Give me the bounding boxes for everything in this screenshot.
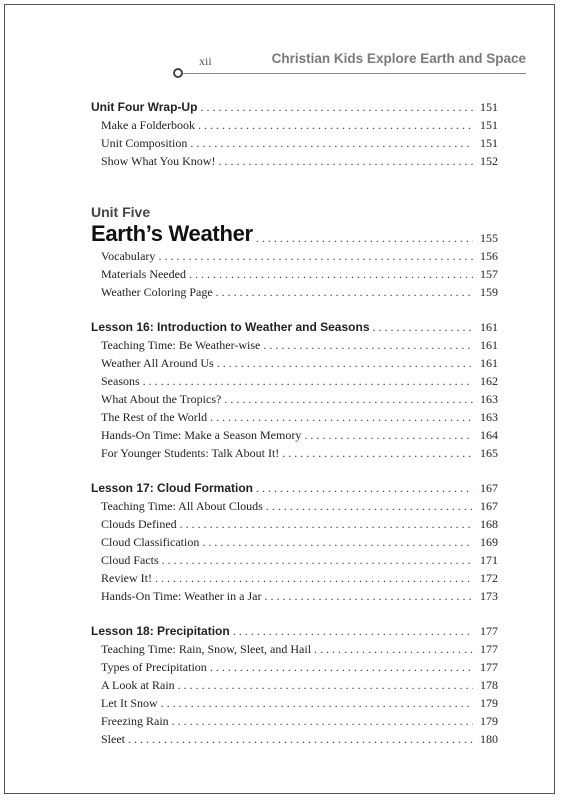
unit-label: Unit Five: [91, 204, 151, 220]
toc-entry-title: What About the Tropics?: [101, 392, 222, 406]
toc-entry-title: Cloud Classification: [101, 535, 200, 549]
dot-leader: [314, 640, 473, 658]
toc-entry-title: Hands-On Time: Weather in a Jar: [101, 589, 262, 603]
toc-page-number: 180: [480, 732, 498, 746]
toc-entry[interactable]: [91, 134, 498, 152]
toc-entry-title: The Rest of the World: [101, 410, 208, 424]
toc-entry[interactable]: [91, 533, 498, 551]
toc-entry[interactable]: [91, 569, 498, 587]
toc-entry[interactable]: [91, 694, 498, 712]
dot-leader: [304, 426, 473, 444]
toc-entry-title: Teaching Time: All About Clouds: [101, 499, 263, 513]
toc-entry-title: Lesson 16: Introduction to Weather and Seasons: [91, 320, 370, 334]
toc-page-number: 161: [480, 356, 498, 370]
toc-page-number: 151: [480, 118, 498, 132]
dot-leader: [202, 533, 473, 551]
toc-entry[interactable]: [91, 336, 498, 354]
dot-leader: [180, 515, 473, 533]
toc-entry[interactable]: [91, 676, 498, 694]
toc-page-number: 163: [480, 410, 498, 424]
toc-entry-lesson-16[interactable]: [91, 318, 498, 336]
toc-entry[interactable]: [91, 265, 498, 283]
running-header: [0, 0, 561, 90]
toc-entry-lesson-17[interactable]: [91, 479, 498, 497]
unit-title: Earth’s Weather: [91, 221, 253, 246]
toc-page-number: 167: [480, 481, 498, 495]
toc-entry[interactable]: [91, 408, 498, 426]
toc-entry-title: Freezing Rain: [101, 714, 169, 728]
toc-page-number: 172: [480, 571, 498, 585]
toc-page-number: 164: [480, 428, 498, 442]
toc-entry[interactable]: [91, 640, 498, 658]
toc-entry[interactable]: [91, 658, 498, 676]
dot-leader: [172, 712, 473, 730]
toc-page-number: 177: [480, 624, 498, 638]
toc-page-number: 167: [480, 499, 498, 513]
toc-entry-title: Weather All Around Us: [101, 356, 214, 370]
toc-entry[interactable]: [91, 444, 498, 462]
toc-entry[interactable]: [91, 152, 498, 170]
toc-entry-title: Weather Coloring Page: [101, 285, 213, 299]
toc-entry[interactable]: [91, 116, 498, 134]
toc-entry-title: Teaching Time: Be Weather-wise: [101, 338, 261, 352]
dot-leader: [218, 152, 473, 170]
dot-leader: [198, 116, 473, 134]
toc-entry-title: Lesson 17: Cloud Formation: [91, 481, 254, 495]
toc-entry-title: For Younger Students: Talk About It!: [101, 446, 280, 460]
toc-page-number: 171: [480, 553, 498, 567]
dot-leader: [210, 658, 473, 676]
toc-entry[interactable]: [91, 515, 498, 533]
ring-ornament-icon: [173, 68, 183, 78]
toc-page-number: 163: [480, 392, 498, 406]
toc-page-number: 161: [480, 320, 498, 334]
toc-entry-title: Types of Precipitation: [101, 660, 207, 674]
toc-entry-title: Let It Snow: [101, 696, 158, 710]
toc-entry-title: Lesson 18: Precipitation: [91, 624, 230, 638]
toc-entry-title: Unit Four Wrap-Up: [91, 100, 198, 114]
toc-page-number: 173: [480, 589, 498, 603]
toc-page-number: 177: [480, 642, 498, 656]
toc-entry[interactable]: [91, 497, 498, 515]
dot-leader: [256, 229, 473, 247]
toc-page-number: 165: [480, 446, 498, 460]
toc-entry-title: Make a Folderbook: [101, 118, 195, 132]
dot-leader: [128, 730, 473, 748]
toc-page-number: 169: [480, 535, 498, 549]
toc-entry[interactable]: [91, 587, 498, 605]
dot-leader: [189, 265, 473, 283]
toc-page-number: 155: [480, 231, 498, 245]
dot-leader: [190, 134, 473, 152]
toc-page-number: 157: [480, 267, 498, 281]
toc-entry[interactable]: [91, 730, 498, 748]
book-title: Christian Kids Explore Earth and Space: [271, 51, 526, 66]
toc-entry[interactable]: [91, 390, 498, 408]
toc-entry-title: Unit Composition: [101, 136, 188, 150]
dot-leader: [217, 354, 473, 372]
toc-entry-title: Materials Needed: [101, 267, 186, 281]
toc-entry[interactable]: [91, 354, 498, 372]
dot-leader: [158, 247, 473, 265]
dot-leader: [266, 497, 473, 515]
toc-page-number: 179: [480, 696, 498, 710]
dot-leader: [224, 390, 473, 408]
toc-entry-title: A Look at Rain: [101, 678, 175, 692]
dot-leader: [256, 479, 473, 497]
toc-entry-title: Clouds Defined: [101, 517, 177, 531]
toc-entry-title: Sleet: [101, 732, 125, 746]
dot-leader: [263, 336, 473, 354]
toc-entry[interactable]: [91, 426, 498, 444]
toc-page-number: 152: [480, 154, 498, 168]
table-of-contents: [91, 98, 498, 748]
toc-entry-title: Show What You Know!: [101, 154, 216, 168]
toc-entry[interactable]: [91, 372, 498, 390]
page-number: xii: [199, 54, 212, 68]
toc-entry-title: Cloud Facts: [101, 553, 159, 567]
toc-page-number: 162: [480, 374, 498, 388]
dot-leader: [143, 372, 473, 390]
toc-entry-title: Review It!: [101, 571, 152, 585]
toc-entry-title: Vocabulary: [101, 249, 156, 263]
toc-entry-title: Hands-On Time: Make a Season Memory: [101, 428, 302, 442]
toc-entry-unit-four-wrap-up[interactable]: [91, 98, 498, 116]
toc-page-number: 179: [480, 714, 498, 728]
dot-leader: [373, 318, 474, 336]
toc-page-number: 161: [480, 338, 498, 352]
dot-leader: [264, 587, 473, 605]
dot-leader: [210, 408, 473, 426]
toc-entry[interactable]: [91, 247, 498, 265]
toc-page-number: 177: [480, 660, 498, 674]
toc-entry-lesson-18[interactable]: [91, 622, 498, 640]
toc-page-number: 151: [480, 100, 498, 114]
toc-page-number: 168: [480, 517, 498, 531]
toc-entry-title: Seasons: [101, 374, 140, 388]
toc-entry[interactable]: [91, 283, 498, 301]
toc-entry-title: Teaching Time: Rain, Snow, Sleet, and Hail: [101, 642, 312, 656]
toc-page-number: 159: [480, 285, 498, 299]
toc-page-number: 151: [480, 136, 498, 150]
dot-leader: [233, 622, 473, 640]
toc-page-number: 178: [480, 678, 498, 692]
dot-leader: [282, 444, 473, 462]
dot-leader: [178, 676, 473, 694]
toc-page-number: 156: [480, 249, 498, 263]
toc-entry-unit-title[interactable]: [91, 221, 498, 247]
toc-entry[interactable]: [91, 551, 498, 569]
toc-entry[interactable]: [91, 712, 498, 730]
dot-leader: [155, 569, 473, 587]
dot-leader: [162, 551, 473, 569]
header-rule: [183, 73, 526, 74]
dot-leader: [216, 283, 473, 301]
dot-leader: [161, 694, 473, 712]
dot-leader: [200, 98, 473, 116]
